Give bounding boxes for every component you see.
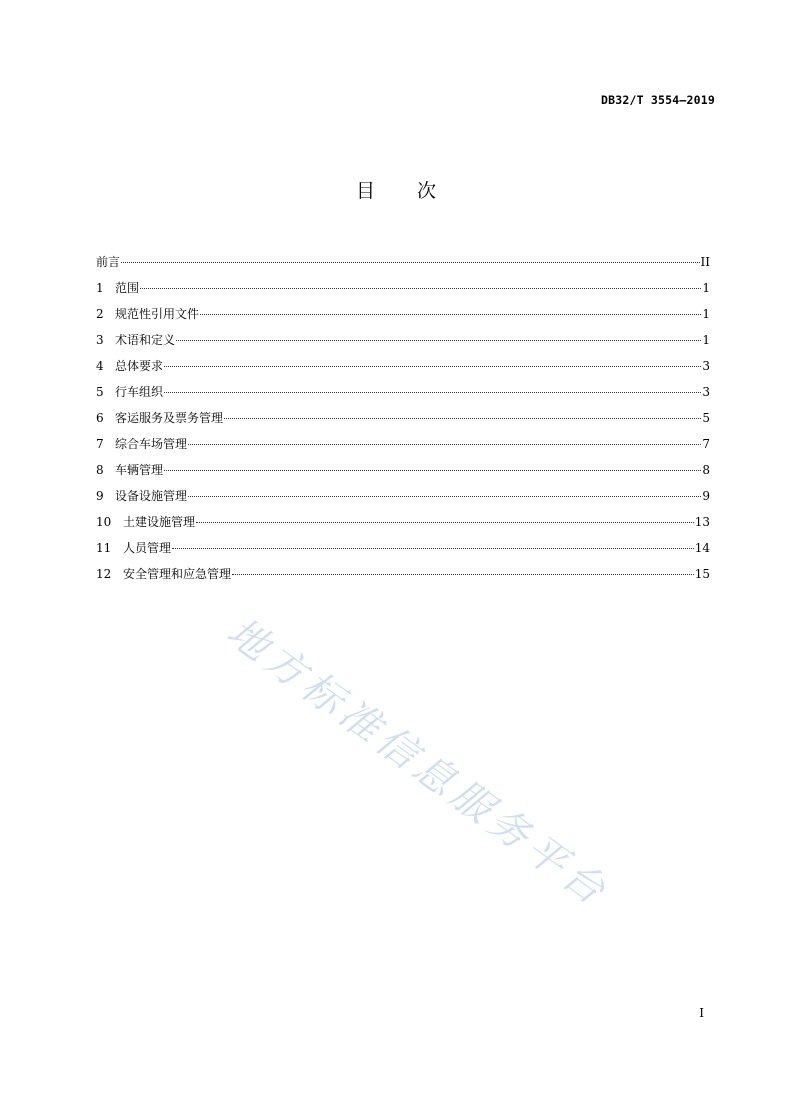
toc-entry[interactable] bbox=[96, 275, 710, 301]
toc-entry-title: 综合车场管理 bbox=[115, 437, 188, 451]
toc-entry-page: 8 bbox=[702, 463, 710, 477]
toc-entry-page: 9 bbox=[702, 489, 710, 503]
toc-dot-leader bbox=[188, 496, 701, 497]
toc-dot-leader bbox=[164, 392, 701, 393]
toc-dot-leader bbox=[172, 548, 694, 549]
toc-entry-title: 车辆管理 bbox=[115, 463, 164, 477]
toc-dot-leader bbox=[164, 470, 701, 471]
toc-entry-number: 10 bbox=[96, 515, 112, 529]
toc-dot-leader bbox=[232, 574, 694, 575]
toc-entry-page: 3 bbox=[702, 359, 710, 373]
toc-entry-number: 11 bbox=[96, 541, 112, 555]
toc-dot-leader bbox=[164, 366, 701, 367]
toc-dot-leader bbox=[140, 288, 701, 289]
toc-entry[interactable] bbox=[96, 483, 710, 509]
toc-entry-number: 4 bbox=[96, 359, 104, 373]
toc-entry[interactable] bbox=[96, 431, 710, 457]
toc-entry-number: 5 bbox=[96, 385, 104, 399]
toc-title: 目 次 bbox=[355, 180, 455, 202]
toc-entry[interactable] bbox=[96, 405, 710, 431]
toc-entry-number: 2 bbox=[96, 307, 104, 321]
toc-entry-page: 3 bbox=[702, 385, 710, 399]
toc-entry-title: 术语和定义 bbox=[115, 333, 176, 347]
toc-entry-title: 安全管理和应急管理 bbox=[123, 567, 232, 581]
toc-dot-leader bbox=[176, 340, 701, 341]
toc-entry-number: 8 bbox=[96, 463, 104, 477]
toc-entry-page: 15 bbox=[694, 567, 710, 581]
toc-dot-leader bbox=[200, 314, 701, 315]
toc-entry-title: 人员管理 bbox=[123, 541, 172, 555]
watermark: 地方标准信息服务平台 bbox=[218, 609, 618, 917]
toc-entry-page: 7 bbox=[702, 437, 710, 451]
toc-entry-title: 土建设施管理 bbox=[123, 515, 196, 529]
toc-entry-title: 总体要求 bbox=[115, 359, 164, 373]
toc-entry-number: 3 bbox=[96, 333, 104, 347]
toc-entry-page: 1 bbox=[702, 307, 710, 321]
toc-entry-number: 9 bbox=[96, 489, 104, 503]
toc-entry[interactable] bbox=[96, 457, 710, 483]
toc-dot-leader bbox=[196, 522, 694, 523]
toc-entry-page: 13 bbox=[694, 515, 710, 529]
toc-entry-title: 前言 bbox=[96, 255, 121, 269]
toc-entry-title: 设备设施管理 bbox=[115, 489, 188, 503]
toc-entry-title: 范围 bbox=[115, 281, 140, 295]
toc-entry[interactable] bbox=[96, 353, 710, 379]
toc-dot-leader bbox=[121, 262, 700, 263]
toc-entry[interactable] bbox=[96, 249, 710, 275]
toc-entry[interactable] bbox=[96, 561, 710, 587]
toc-entry-page: II bbox=[700, 255, 710, 269]
toc-entry-title: 规范性引用文件 bbox=[115, 307, 200, 321]
toc-entry-title: 客运服务及票务管理 bbox=[115, 411, 224, 425]
toc-entry[interactable] bbox=[96, 301, 710, 327]
toc-entry-page: 14 bbox=[694, 541, 710, 555]
toc-entry-number: 1 bbox=[96, 281, 104, 295]
page-number: I bbox=[699, 1006, 704, 1020]
toc-entry[interactable] bbox=[96, 509, 710, 535]
toc-dot-leader bbox=[224, 418, 701, 419]
toc-entry[interactable] bbox=[96, 535, 710, 561]
toc-entry[interactable] bbox=[96, 327, 710, 353]
toc-dot-leader bbox=[188, 444, 701, 445]
toc-entry-title: 行车组织 bbox=[115, 385, 164, 399]
toc-entry-page: 1 bbox=[702, 333, 710, 347]
toc-entry-number: 7 bbox=[96, 437, 104, 451]
toc-entry-number: 6 bbox=[96, 411, 104, 425]
toc-entry-page: 1 bbox=[702, 281, 710, 295]
toc-entry-page: 5 bbox=[702, 411, 710, 425]
toc-entry[interactable] bbox=[96, 379, 710, 405]
document-code: DB32/T 3554—2019 bbox=[601, 93, 715, 107]
table-of-contents bbox=[96, 249, 710, 587]
toc-entry-number: 12 bbox=[96, 567, 112, 581]
